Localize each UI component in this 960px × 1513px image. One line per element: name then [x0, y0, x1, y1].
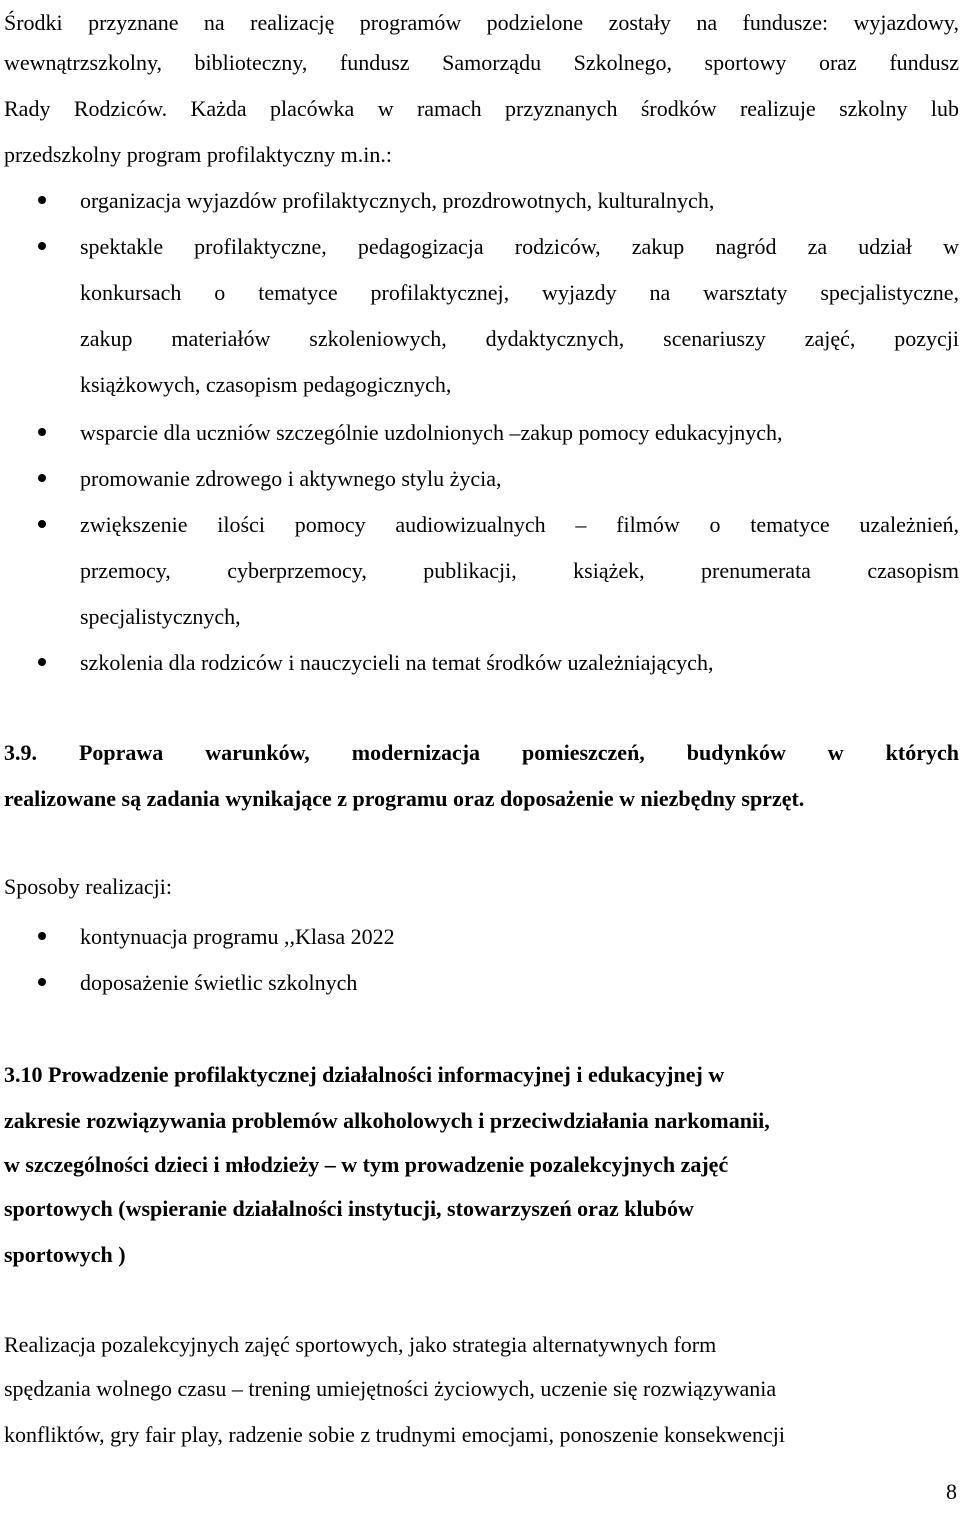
list-item-line: promowanie zdrowego i aktywnego stylu życia, — [80, 466, 502, 491]
list-item-line: specjalistycznych, — [80, 604, 241, 629]
list-item: kontynuacja programu ,,Klasa 2022 — [80, 924, 395, 949]
heading-line: sportowych ) — [4, 1242, 126, 1267]
list-item-line: szkolenia dla rodziców i nauczycieli na temat środków uzależniających, — [80, 650, 714, 675]
list-item-line: zakup materiałów szkoleniowych, dydaktycznych, scenariuszy zajęć, pozycji — [80, 326, 959, 351]
list-item-line: spektakle profilaktyczne, pedagogizacja rodziców, zakup nagród za udział w — [80, 234, 959, 259]
paragraph-line: Realizacja pozalekcyjnych zajęć sportowych, jako strategia alternatywnych form — [4, 1332, 717, 1357]
bullet-icon — [38, 658, 46, 666]
intro-line: przedszkolny program profilaktyczny m.in.: — [4, 142, 392, 167]
heading-line: w szczególności dzieci i młodzieży – w tym prowadzenie pozalekcyjnych zajęć — [4, 1152, 729, 1177]
paragraph-line: konfliktów, gry fair play, radzenie sobie z trudnymi emocjami, ponoszenie konsekwencji — [4, 1422, 785, 1447]
heading-line: 3.10 Prowadzenie profilaktycznej działalności informacyjnej i edukacyjnej w — [4, 1062, 725, 1087]
intro-line: Środki przyznane na realizację programów podzielone zostały na fundusze: wyjazdowy, — [4, 10, 959, 35]
bullet-icon — [38, 520, 46, 528]
bullet-icon — [38, 978, 46, 986]
bullet-icon — [38, 932, 46, 940]
bullet-icon — [38, 474, 46, 482]
heading-line: realizowane są zadania wynikające z programu oraz doposażenie w niezbędny sprzęt. — [4, 786, 805, 811]
list-item-line: organizacja wyjazdów profilaktycznych, prozdrowotnych, kulturalnych, — [80, 188, 715, 213]
paragraph-line: spędzania wolnego czasu – trening umiejętności życiowych, uczenie się rozwiązywania — [4, 1376, 777, 1401]
list-item-line: wsparcie dla uczniów szczególnie uzdolnionych –zakup pomocy edukacyjnych, — [80, 420, 783, 445]
list-item-line: książkowych, czasopism pedagogicznych, — [80, 372, 452, 397]
heading-line: zakresie rozwiązywania problemów alkoholowych i przeciwdziałania narkomanii, — [4, 1108, 770, 1133]
intro-line: Rady Rodziców. Każda placówka w ramach przyznanych środków realizuje szkolny lub — [4, 96, 959, 121]
methods-label: Sposoby realizacji: — [4, 874, 173, 899]
page-number: 8 — [946, 1479, 957, 1504]
list-item-line: zwiększenie ilości pomocy audiowizualnych – filmów o tematyce uzależnień, — [80, 512, 959, 537]
bullet-icon — [38, 196, 46, 204]
bullet-icon — [38, 242, 46, 250]
heading-line: sportowych (wspieranie działalności instytucji, stowarzyszeń oraz klubów — [4, 1196, 694, 1221]
list-item-line: konkursach o tematyce profilaktycznej, wyjazdy na warsztaty specjalistyczne, — [80, 280, 959, 305]
list-item-line: przemocy, cyberprzemocy, publikacji, książek, prenumerata czasopism — [80, 558, 959, 583]
list-item: doposażenie świetlic szkolnych — [80, 970, 358, 995]
intro-line: wewnątrzszkolny, biblioteczny, fundusz Samorządu Szkolnego, sportowy oraz fundusz — [4, 50, 959, 75]
bullet-icon — [38, 428, 46, 436]
heading-line: 3.9. Poprawa warunków, modernizacja pomieszczeń, budynków w których — [4, 740, 959, 765]
